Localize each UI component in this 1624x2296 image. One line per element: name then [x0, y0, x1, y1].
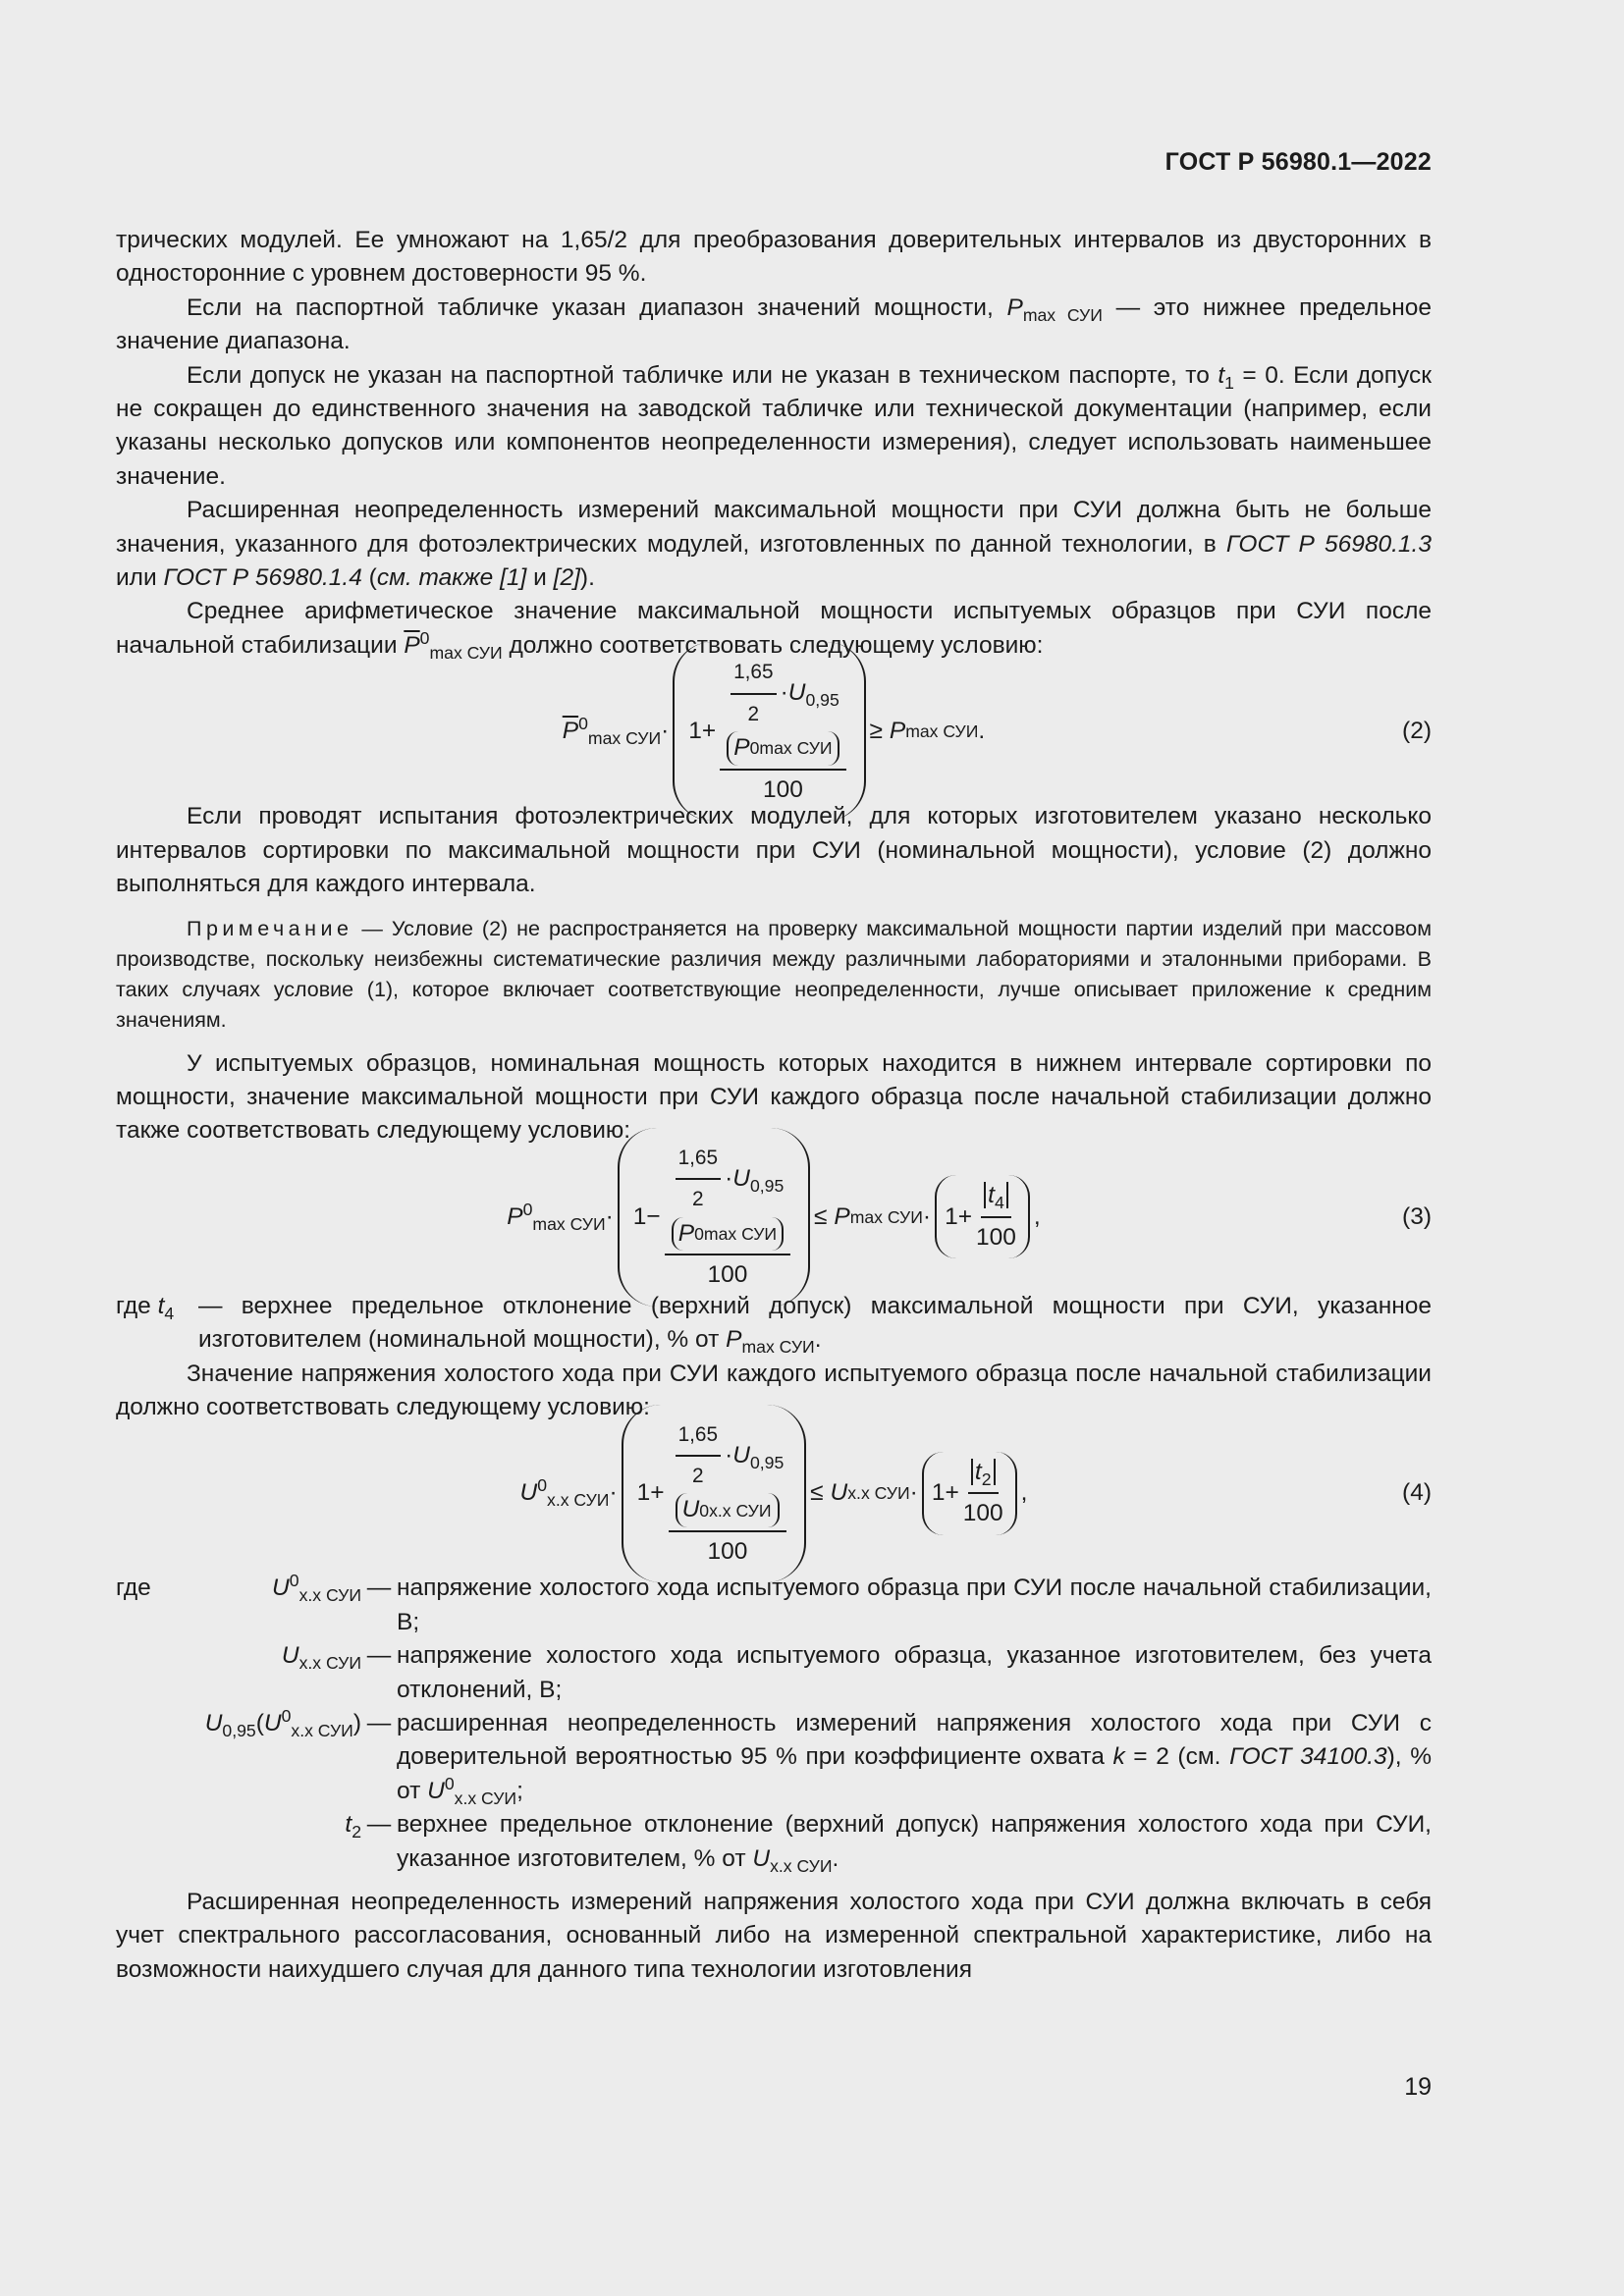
symbol-definitions: где $U^0_{х.х СУИ}$ — напряжение холостого хода испытуемого образца при СУИ после начальной стабилизации, В; $U_{х.х СУИ}$ — напряжение холостого хода испытуемого образца, указанное изготовителем, без учета отклонений, В; $U_{0,95}(U^0_{х.х СУИ})$ — расширенная неопределенность измерений напряжения холостого хода при СУИ с доверительной вероятностью 95 % при коэффициенте охвата k = 2 (см. ГОСТ 34100.3), % от $U^0_{х.х СУИ}$; $t_2$ — верхнее предельное отклонение (верхний допуск) напряжения холостого хода при СУИ, указанное изготовителем, % от $U_{х.х СУИ}$.: [116, 1571, 1432, 1876]
body-text: [116, 224, 1432, 1987]
page-number: 19: [1404, 2073, 1432, 2101]
paragraph-5: Среднее арифметическое значение максимальной мощности испытуемых образцов при СУИ после начальной стабилизации $\overline{P}^0_{max СУИ}$ должно соответствовать следующему условию:: [116, 598, 1432, 663]
formula-4-number: (4): [1402, 1479, 1432, 1507]
paragraph-8: Значение напряжения холостого хода при СУИ каждого испытуемого образца после начальной стабилизации должно соответствовать следующему условию:: [116, 1360, 1432, 1420]
formula-3: $P^0_{max СУИ}\cdot$ 1− $\frac{1,65}{2}$ $\cdot U_{0,95}$ P 0 max СУИ 100 ≤ P max СУИ · 1+ $\frac{t_4}{100}$ , (3): [116, 1148, 1432, 1286]
paragraph-9: Расширенная неопределенность измерений напряжения холостого хода при СУИ должна включать в себя учет спектрального рассогласования, основанный либо на измеренной спектральной характеристике, либо на возможности наихудшего случая для данного типа технологии изготовления: [116, 1889, 1432, 1983]
paragraph-3: Если допуск не указан на паспортной табличке или не указан в техническом паспорте, то $t_1 = 0$. Если допуск не сокращен до единственного значения на заводской табличке или технической документации (например, если указаны несколько допусков или компонентов неопределенности измерения), следует использовать наименьшее значение.: [116, 361, 1432, 490]
formula-3-number: (3): [1402, 1202, 1432, 1230]
t4-definition: где $t_4$ — верхнее предельное отклонение (верхний допуск) максимальной мощности при СУИ, указанное изготовителем (номинальной мощности), % от $P_{max СУИ}$.: [116, 1292, 1432, 1358]
paragraph-6: Если проводят испытания фотоэлектрических модулей, для которых изготовителем указано несколько интервалов сортировки по максимальной мощности при СУИ (номинальной мощности), условие (2) должно выполняться для каждого интервала.: [116, 803, 1432, 898]
formula-2: $\overline{P}^0_{max СУИ}\cdot$ 1+ $\frac{1,65}{2}$ $\cdot U_{0,95}$ P 0 max СУИ 100 ≥ P max СУИ . (2): [116, 663, 1432, 800]
note: Примечание — Условие (2) не распространяется на проверку максимальной мощности партии изделий при массовом производстве, поскольку неизбежны систематические различия между различными лабораториями и эталонными приборами. В таких случаях условие (1), которое включает соответствующие неопределенности, лучше описывает приложение к средним значениям.: [116, 916, 1432, 1032]
formula-2-number: (2): [1402, 718, 1432, 745]
paragraph-4: Расширенная неопределенность измерений максимальной мощности при СУИ должна быть не больше значения, указанного для фотоэлектрических модулей, изготовленных по данной технологии, в ГОСТ Р 56980.1.3 или ГОСТ Р 56980.1.4 (см. также [1] и [2]).: [116, 497, 1432, 592]
document-page: [116, 0, 1432, 2296]
paragraph-2: Если на паспортной табличке указан диапазон значений мощности, $P_{max СУИ}$ — это нижнее предельное значение диапазона.: [116, 294, 1433, 355]
formula-4: $U^0_{х.х СУИ}\cdot$ 1+ $\frac{1,65}{2}$ $\cdot U_{0,95}$ U 0 х.х СУИ 100 ≤ U х.х СУИ · 1+ $\frac{t_2}{100}$ , (4): [116, 1424, 1432, 1562]
formula-2-bracket: 1+ $\frac{1,65}{2}$ $\cdot U_{0,95}$ P 0 max СУИ 100: [673, 642, 865, 821]
paragraph-7: У испытуемых образцов, номинальная мощность которых находится в нижнем интервале сортировки по мощности, значение максимальной мощности при СУИ каждого образца после начальной стабилизации должно также соответствовать следующему условию:: [116, 1049, 1432, 1145]
standard-header: ГОСТ Р 56980.1—2022: [1164, 148, 1432, 176]
paragraph-1: трических модулей. Ее умножают на 1,65/2 для преобразования доверительных интервалов из двусторонних в односторонние с уровнем достоверности 95 %.: [116, 227, 1432, 288]
